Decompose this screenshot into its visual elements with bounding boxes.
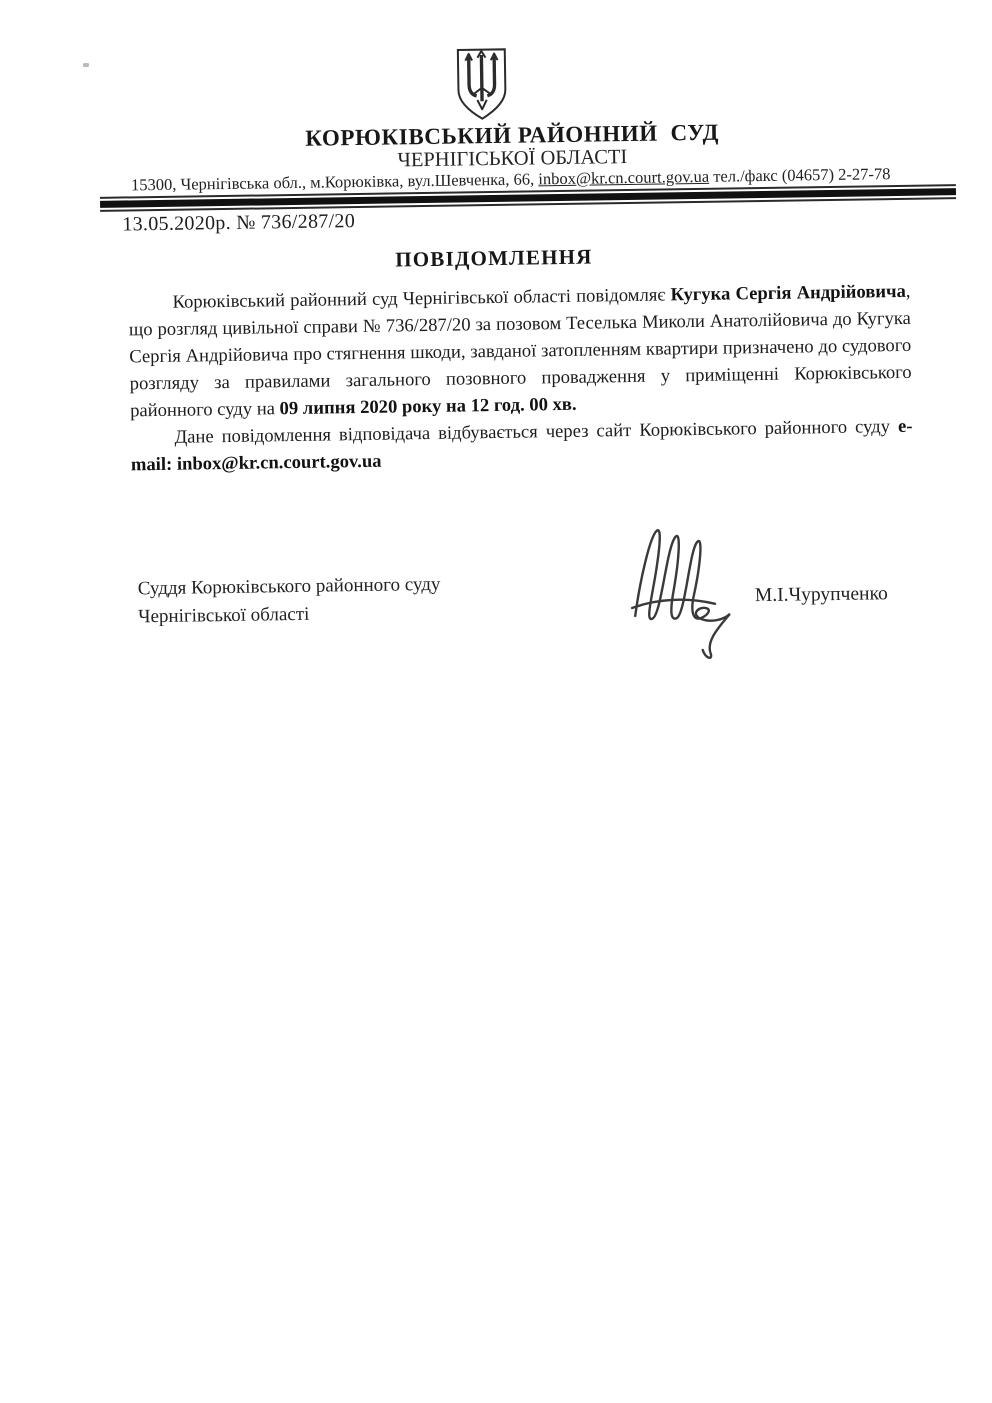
paragraph1-text-continued: , що розгляд цивільної справи № 736/287/20 за позовом Теселька Миколи Анатолійовича до Кугука Сергія Андрійовича про стягнення шкоди, завданої затопленням квартири призначено до судового розгляду за правилами загального позовного провадження у приміщенні Корюківського районного суду на [128,280,912,422]
body-paragraph-1 [128,278,912,425]
court-name-heading: КОРЮКІВСЬКИЙ РАЙОННИЙ СУД [305,119,720,151]
defendant-name-bold: Кугука Сергія Андрійовича [670,280,906,306]
paragraph1-text: Корюківський районний суд Чернігівської області повідомляє [172,284,671,313]
address-phone: тел./факс (04657) 2-27-78 [708,164,891,186]
address-text: 15300, Чернігівська обл., м.Корюківка, вул.Шевченка, 66, [130,169,539,195]
signer-name: М.І.Чурупченко [754,583,888,607]
hearing-datetime-bold: 09 липня 2020 року на 12 год. 00 хв. [279,393,577,420]
reference-date-number: 13.05.2020р. № 736/287/20 [122,210,356,236]
ukraine-trident-coat-of-arms-icon [448,47,516,124]
body-paragraph-2 [130,413,913,479]
signer-role-line2: Чернігівської області [138,603,310,628]
signer-role-line1: Суддя Корюківського районного суду [137,573,441,600]
document-title: ПОВІДОМЛЕННЯ [395,244,593,272]
handwritten-signature-icon [624,516,744,666]
letterhead-email: inbox@kr.cn.court.gov.ua [538,166,710,189]
document-body [128,278,913,479]
signer-role [138,571,442,631]
court-region-heading: ЧЕРНІГІСЬКОЇ ОБЛАСТІ [397,146,628,172]
paragraph2-text: Дане повідомлення відповідача відбувається через сайт Корюківського районного суду [174,416,899,448]
scan-artifact-speck [83,63,89,67]
court-email-bold: e-mail: inbox@kr.cn.court.gov.ua [130,415,913,476]
